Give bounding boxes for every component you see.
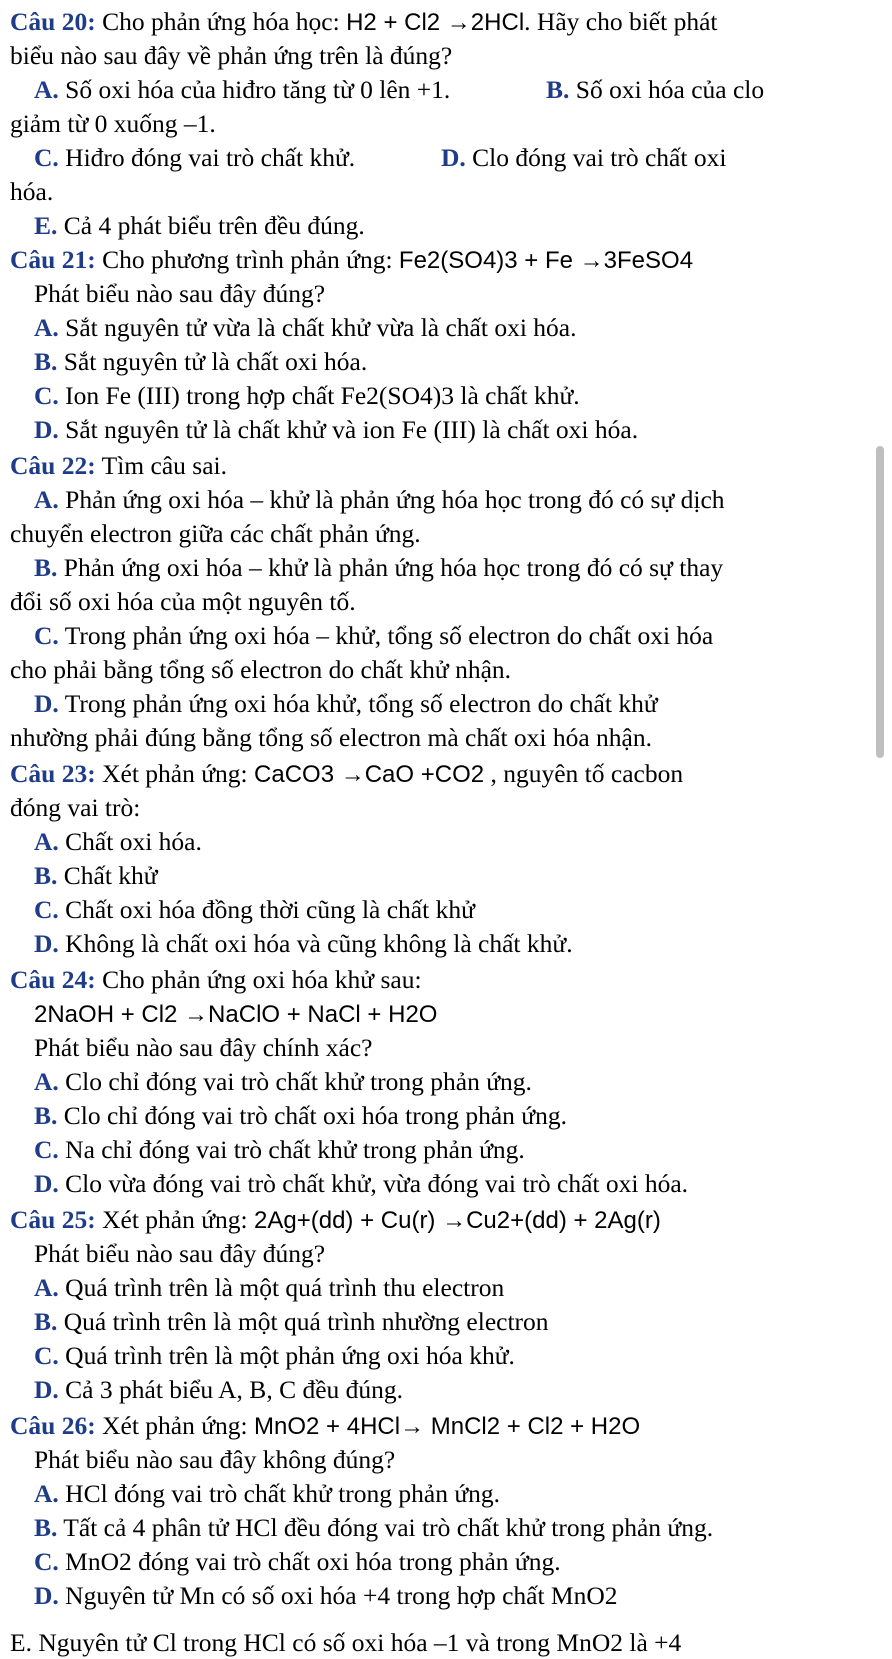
option-line: A. Phản ứng oxi hóa – khử là phản ứng hóa học trong đó có sự dịch bbox=[34, 485, 725, 514]
option-line: C. MnO2 đóng vai trò chất oxi hóa trong phản ứng. bbox=[34, 1547, 561, 1576]
option-text: Cả 4 phát biểu trên đều đúng. bbox=[57, 211, 365, 240]
option-text: Clo đóng vai trò chất oxi bbox=[465, 143, 727, 172]
question-label: Câu 26: bbox=[10, 1411, 96, 1440]
question-26-stem: Câu 26: Xét phản ứng: MnO2 + 4HCl→ MnCl2 + Cl2 + H2O bbox=[10, 1411, 641, 1440]
option-line: B. Sắt nguyên tử là chất oxi hóa. bbox=[34, 347, 368, 376]
option-letter: D. bbox=[441, 143, 466, 172]
question-24-stem: Câu 24: Cho phản ứng oxi hóa khử sau: bbox=[10, 965, 422, 994]
reaction-formula: MnO2 + 4HCl→ MnCl2 + Cl2 + H2O bbox=[254, 1413, 641, 1440]
reaction-formula: 2NaOH + Cl2 →NaClO + NaCl + H2O bbox=[34, 1001, 438, 1028]
option-line: C. Quá trình trên là một phản ứng oxi hóa khử. bbox=[34, 1341, 515, 1370]
question-23-stem: Câu 23: Xét phản ứng: CaCO3 →CaO +CO2 , nguyên tố cacbon bbox=[10, 759, 684, 788]
option-text: Hiđro đóng vai trò chất khử. bbox=[58, 143, 356, 172]
question-20-stem-cont: biểu nào sau đây về phản ứng trên là đúng? bbox=[10, 41, 453, 70]
option-line: D. Nguyên tử Mn có số oxi hóa +4 trong hợp chất MnO2 bbox=[34, 1581, 618, 1610]
question-21-stem: Câu 21: Cho phương trình phản ứng: Fe2(SO4)3 + Fe →3FeSO4 bbox=[10, 245, 694, 274]
option-continuation: giảm từ 0 xuống –1. bbox=[10, 109, 216, 138]
option-line: A. HCl đóng vai trò chất khử trong phản ứng. bbox=[34, 1479, 501, 1508]
option-line bbox=[34, 209, 882, 243]
option-continuation: chuyển electron giữa các chất phản ứng. bbox=[10, 519, 421, 548]
question-label: Câu 25: bbox=[10, 1205, 96, 1234]
option-line: B. Clo chỉ đóng vai trò chất oxi hóa trong phản ứng. bbox=[34, 1101, 567, 1130]
question-20-options-cd bbox=[34, 141, 882, 175]
option-line: B. Quá trình trên là một quá trình nhường electron bbox=[34, 1307, 549, 1336]
option-letter: E. bbox=[34, 211, 58, 240]
question-stem-cont: Phát biểu nào sau đây chính xác? bbox=[34, 1033, 373, 1062]
option-line: B. Chất khử bbox=[34, 861, 158, 890]
option-letter: C. bbox=[34, 143, 59, 172]
question-22-stem: Câu 22: Tìm câu sai. bbox=[10, 451, 227, 480]
question-label: Câu 20: bbox=[10, 7, 96, 36]
cut-off-line: E. Nguyên tử Cl trong HCl có số oxi hóa –1 và trong MnO2 là +4 bbox=[10, 1628, 682, 1657]
option-letter: B. bbox=[546, 75, 570, 104]
question-label: Câu 21: bbox=[10, 245, 96, 274]
option-continuation: cho phải bằng tổng số electron do chất khử nhận. bbox=[10, 655, 512, 684]
scrollbar-thumb[interactable] bbox=[876, 446, 884, 758]
question-stem-cont: Phát biểu nào sau đây đúng? bbox=[34, 279, 326, 308]
option-line: A. Quá trình trên là một quá trình thu electron bbox=[34, 1273, 505, 1302]
option-line: D. Cả 3 phát biểu A, B, C đều đúng. bbox=[34, 1375, 404, 1404]
option-line: C. Ion Fe (III) trong hợp chất Fe2(SO4)3 là chất khử. bbox=[34, 381, 580, 410]
question-stem-cont: Phát biểu nào sau đây không đúng? bbox=[34, 1445, 396, 1474]
question-stem-cont: đóng vai trò: bbox=[10, 793, 141, 822]
question-20-options-ab bbox=[34, 73, 882, 107]
option-text: Số oxi hóa của hiđro tăng từ 0 lên +1. bbox=[58, 75, 451, 104]
option-continuation: đổi số oxi hóa của một nguyên tố. bbox=[10, 587, 356, 616]
option-line: D. Sắt nguyên tử là chất khử và ion Fe (III) là chất oxi hóa. bbox=[34, 415, 639, 444]
option-line: C. Na chỉ đóng vai trò chất khử trong phản ứng. bbox=[34, 1135, 525, 1164]
option-line: D. Clo vừa đóng vai trò chất khử, vừa đóng vai trò chất oxi hóa. bbox=[34, 1169, 689, 1198]
option-line: B. Phản ứng oxi hóa – khử là phản ứng hóa học trong đó có sự thay bbox=[34, 553, 724, 582]
option-line: D. Trong phản ứng oxi hóa khử, tổng số electron do chất khử bbox=[34, 689, 658, 718]
question-label: Câu 23: bbox=[10, 759, 96, 788]
question-25-stem: Câu 25: Xét phản ứng: 2Ag+(dd) + Cu(r) →Cu2+(dd) + 2Ag(r) bbox=[10, 1205, 661, 1234]
reaction-formula: Fe2(SO4)3 + Fe →3FeSO4 bbox=[398, 247, 694, 274]
option-continuation: hóa. bbox=[10, 177, 54, 206]
option-letter: A. bbox=[34, 75, 59, 104]
option-line: A. Sắt nguyên tử vừa là chất khử vừa là chất oxi hóa. bbox=[34, 313, 577, 342]
question-label: Câu 22: bbox=[10, 451, 96, 480]
option-line: C. Trong phản ứng oxi hóa – khử, tổng số electron do chất oxi hóa bbox=[34, 621, 714, 650]
option-line: C. Chất oxi hóa đồng thời cũng là chất khử bbox=[34, 895, 475, 924]
question-stem-cont: Phát biểu nào sau đây đúng? bbox=[34, 1239, 326, 1268]
question-label: Câu 24: bbox=[10, 965, 96, 994]
reaction-formula: CaCO3 →CaO +CO2 bbox=[254, 761, 485, 788]
option-continuation: nhường phải đúng bằng tổng số electron mà chất oxi hóa nhận. bbox=[10, 723, 652, 752]
option-text: Số oxi hóa của clo bbox=[569, 75, 765, 104]
option-line: B. Tất cả 4 phân tử HCl đều đóng vai trò chất khử trong phản ứng. bbox=[34, 1513, 714, 1542]
reaction-formula: 2Ag+(dd) + Cu(r) →Cu2+(dd) + 2Ag(r) bbox=[254, 1207, 661, 1234]
reaction-formula: H2 + Cl2 →2HCl bbox=[346, 9, 525, 36]
option-line: D. Không là chất oxi hóa và cũng không là chất khử. bbox=[34, 929, 573, 958]
option-line: A. Chất oxi hóa. bbox=[34, 827, 202, 856]
question-20-stem: Câu 20: Cho phản ứng hóa học: H2 + Cl2 →2HCl. Hãy cho biết phát bbox=[10, 7, 718, 36]
option-line: A. Clo chỉ đóng vai trò chất khử trong phản ứng. bbox=[34, 1067, 532, 1096]
